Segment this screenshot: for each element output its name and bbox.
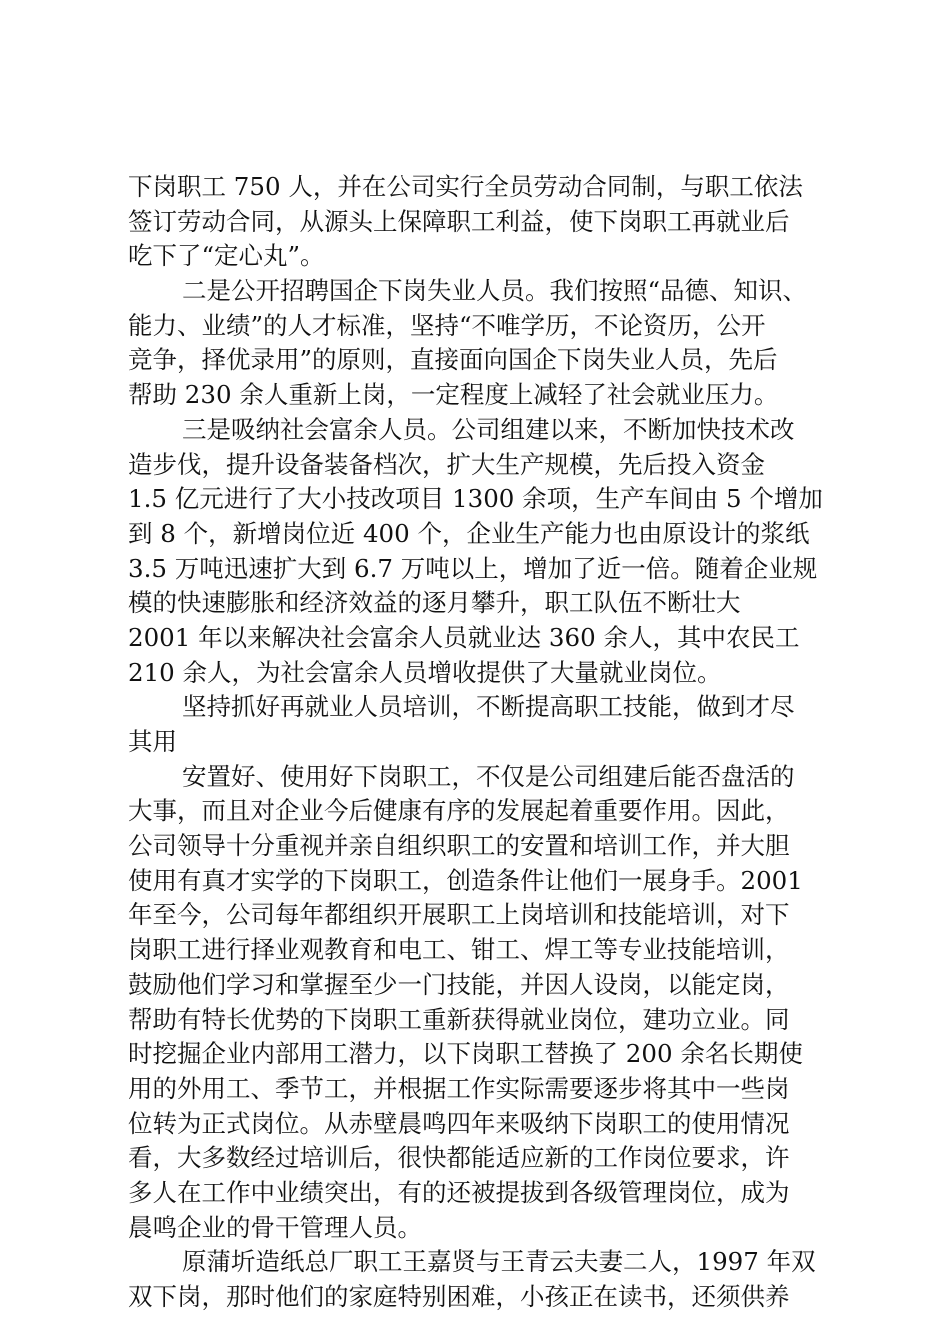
text-line: 用的外用工、季节工，并根据工作实际需要逐步将其中一些岗 (128, 1073, 790, 1103)
text-line: 3.5 万吨迅速扩大到 6.7 万吨以上，增加了近一倍。随着企业规 (128, 553, 818, 583)
paragraph-start-line: 三是吸纳社会富余人员。公司组建以来，不断加快技术改 (182, 414, 795, 444)
text-line: 帮助 230 余人重新上岗，一定程度上减轻了社会就业压力。 (128, 380, 779, 410)
document-body (128, 170, 838, 1315)
text-line: 能力、业绩”的人才标准，坚持“不唯学历，不论资历，公开 (128, 310, 766, 340)
text-line: 晨鸣企业的骨干管理人员。 (128, 1212, 422, 1242)
text-line: 看，大多数经过培训后，很快都能适应新的工作岗位要求，许 (128, 1143, 790, 1173)
text-line: 210 余人，为社会富余人员增收提供了大量就业岗位。 (128, 657, 722, 687)
text-line: 使用有真才实学的下岗职工，创造条件让他们一展身手。2001 (128, 865, 803, 895)
text-line: 到 8 个，新增岗位近 400 个，企业生产能力也由原设计的浆纸 (128, 518, 810, 548)
paragraph-start-line: 安置好、使用好下岗职工，不仅是公司组建后能否盘活的 (182, 761, 795, 791)
text-line: 位转为正式岗位。从赤壁晨鸣四年来吸纳下岗职工的使用情况 (128, 1108, 790, 1138)
text-line: 岗职工进行择业观教育和电工、钳工、焊工等专业技能培训， (128, 935, 790, 965)
text-line: 帮助有特长优势的下岗职工重新获得就业岗位，建功立业。同 (128, 1004, 790, 1034)
text-line: 大事，而且对企业今后健康有序的发展起着重要作用。因此， (128, 796, 790, 826)
text-line: 签订劳动合同，从源头上保障职工利益，使下岗职工再就业后 (128, 206, 790, 236)
text-line: 吃下了“定心丸”。 (128, 241, 325, 271)
text-line: 2001 年以来解决社会富余人员就业达 360 余人，其中农民工 (128, 622, 800, 652)
text-line: 双下岗，那时他们的家庭特别困难，小孩正在读书，还须供养 (128, 1282, 790, 1311)
section-heading-line: 其用 (128, 727, 177, 756)
paragraph-start-line: 二是公开招聘国企下岗失业人员。我们按照“品德、知识、 (182, 276, 808, 306)
text-line: 竞争，择优录用”的原则，直接面向国企下岗失业人员，先后 (128, 345, 778, 375)
text-line: 模的快速膨胀和经济效益的逐月攀升，职工队伍不断壮大 (128, 588, 741, 618)
text-line: 下岗职工 750 人，并在公司实行全员劳动合同制，与职工依法 (128, 172, 803, 201)
text-line: 年至今，公司每年都组织开展职工上岗培训和技能培训，对下 (128, 900, 790, 930)
section-heading-line: 坚持抓好再就业人员培训，不断提高职工技能，做到才尽 (182, 692, 795, 722)
text-line: 1.5 亿元进行了大小技改项目 1300 余项，生产车间由 5 个增加 (128, 484, 823, 514)
text-line: 鼓励他们学习和掌握至少一门技能，并因人设岗，以能定岗， (128, 969, 790, 999)
text-line: 多人在工作中业绩突出，有的还被提拔到各级管理岗位，成为 (128, 1177, 790, 1207)
text-line: 公司领导十分重视并亲自组织职工的安置和培训工作，并大胆 (128, 831, 790, 861)
text-line: 时挖掘企业内部用工潜力，以下岗职工替换了 200 余名长期使 (128, 1039, 803, 1069)
text-line: 造步伐，提升设备装备档次，扩大生产规模，先后投入资金 (128, 449, 765, 479)
paragraph-start-line: 原蒲圻造纸总厂职工王嘉贤与王青云夫妻二人，1997 年双 (182, 1247, 816, 1277)
